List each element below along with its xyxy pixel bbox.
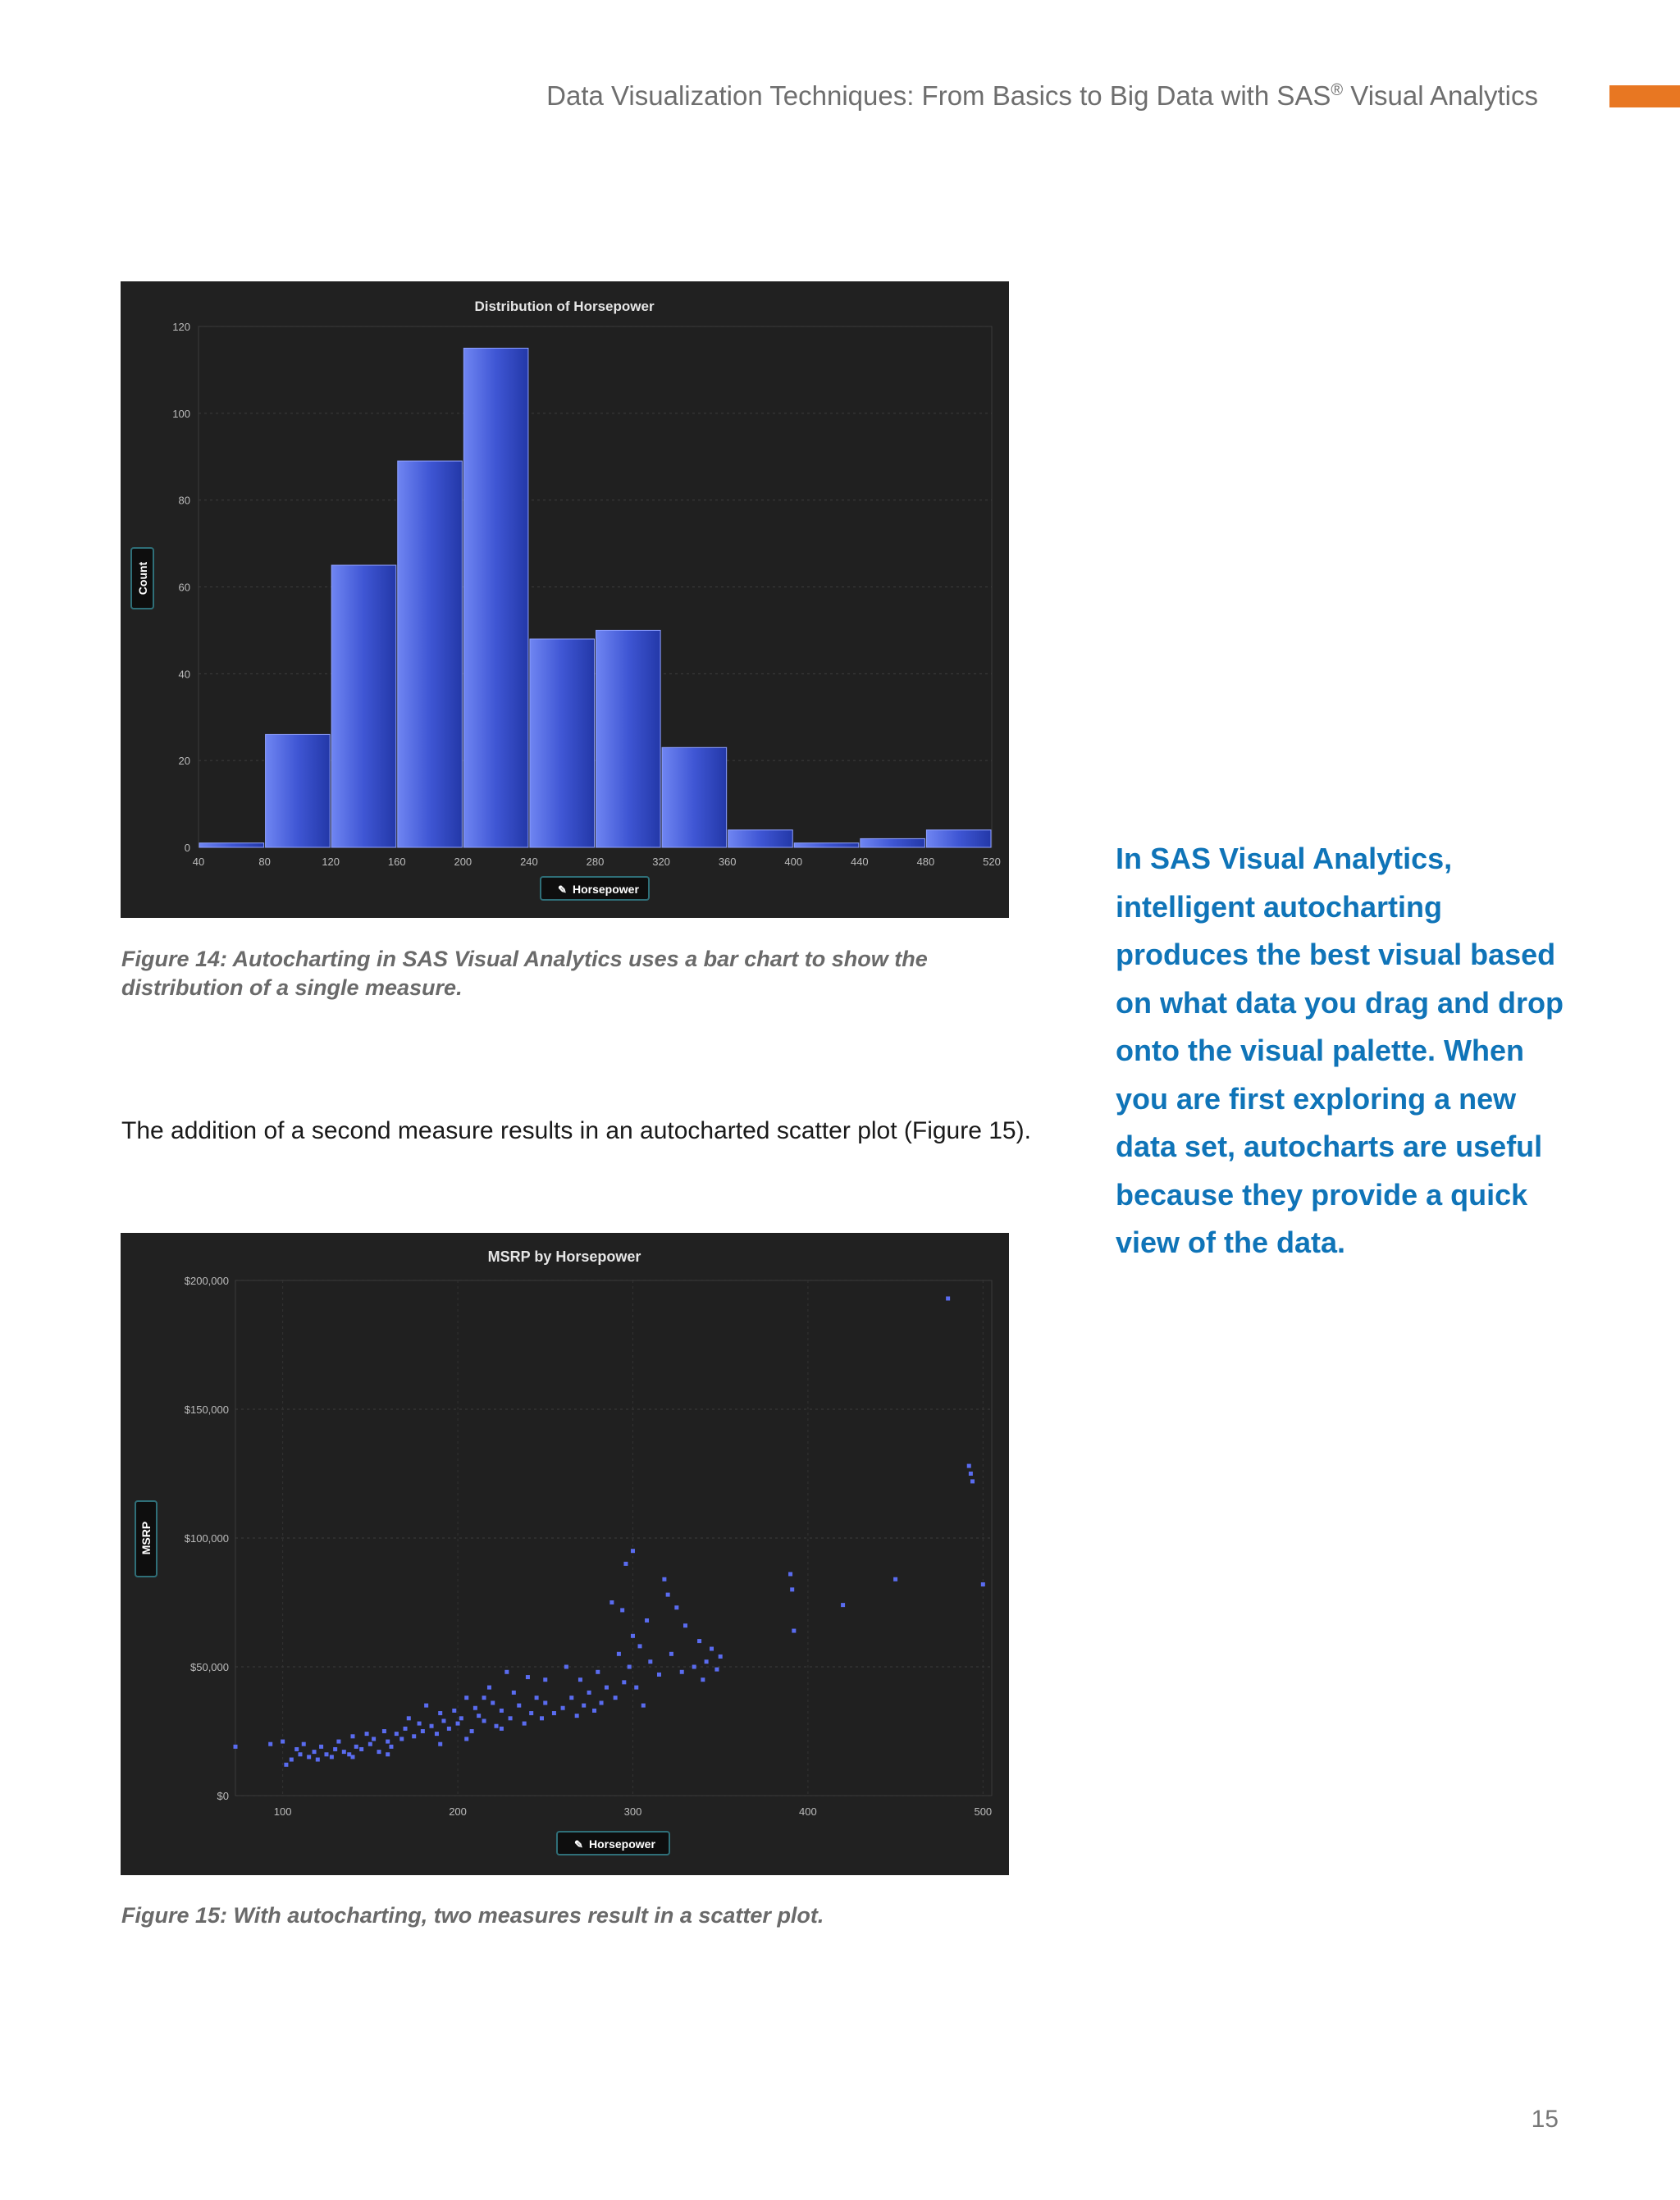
scatter-point xyxy=(365,1732,369,1736)
plot-area xyxy=(235,1280,992,1796)
scatter-point xyxy=(438,1742,442,1746)
y-tick-label: $50,000 xyxy=(190,1661,229,1673)
scatter-point xyxy=(529,1711,533,1715)
scatter-point xyxy=(441,1718,445,1723)
scatter-point xyxy=(359,1747,363,1751)
x-tick-label: 200 xyxy=(449,1805,467,1818)
x-tick-label: 160 xyxy=(387,856,406,868)
y-tick-label: 80 xyxy=(178,494,190,507)
figure-14-caption: Figure 14: Autocharting in SAS Visual Analytics uses a bar chart to show the distribution of a single measure. xyxy=(121,947,928,1000)
scatter-point xyxy=(421,1729,425,1733)
scatter-point xyxy=(526,1675,530,1679)
scatter-point xyxy=(683,1623,687,1627)
scatter-point xyxy=(569,1696,573,1700)
scatter-point xyxy=(404,1727,408,1731)
scatter-point xyxy=(500,1709,504,1713)
scatter-point xyxy=(969,1472,973,1476)
figure-15-chart xyxy=(121,1233,1009,1875)
scatter-point xyxy=(535,1696,539,1700)
histogram-bar xyxy=(596,630,661,847)
histogram-svg xyxy=(121,281,1009,918)
scatter-point xyxy=(482,1696,486,1700)
scatter-point xyxy=(491,1700,495,1705)
scatter-point xyxy=(350,1734,354,1738)
scatter-svg xyxy=(121,1233,1009,1875)
body-paragraph: The addition of a second measure results in an autocharted scatter plot (Figure 15). xyxy=(121,1117,1031,1144)
scatter-point xyxy=(377,1750,381,1754)
header-title-suffix: Visual Analytics xyxy=(1343,80,1538,111)
scatter-point xyxy=(543,1700,547,1705)
scatter-point xyxy=(386,1740,390,1744)
scatter-point xyxy=(680,1670,684,1674)
header-accent-bar xyxy=(1609,85,1680,107)
page-number: 15 xyxy=(1531,2106,1559,2133)
scatter-point xyxy=(634,1686,638,1690)
scatter-point xyxy=(372,1737,376,1741)
y-tick-label: 20 xyxy=(178,755,190,768)
x-tick-label: 440 xyxy=(850,856,869,868)
header-title-main: Data Visualization Techniques: From Basics to Big Data with SAS xyxy=(546,80,1331,111)
scatter-point xyxy=(399,1737,404,1741)
x-tick-label: 500 xyxy=(974,1805,993,1818)
y-tick-label: $150,000 xyxy=(184,1404,229,1416)
y-tick-label: 100 xyxy=(172,407,190,420)
scatter-point xyxy=(523,1722,527,1726)
y-tick-label: 0 xyxy=(184,842,190,854)
scatter-point xyxy=(324,1752,328,1756)
pencil-icon: ✎ xyxy=(574,1838,583,1851)
scatter-point xyxy=(788,1572,792,1576)
scatter-point xyxy=(552,1711,556,1715)
scatter-point xyxy=(970,1479,975,1483)
scatter-point xyxy=(350,1755,354,1759)
scatter-point xyxy=(714,1668,719,1672)
x-tick-label: 100 xyxy=(273,1805,292,1818)
scatter-point xyxy=(438,1711,442,1715)
y-tick-label: $100,000 xyxy=(184,1532,229,1545)
scatter-point xyxy=(631,1634,635,1638)
scatter-point xyxy=(592,1709,596,1713)
scatter-point xyxy=(893,1577,897,1582)
histogram-bar xyxy=(794,843,859,847)
histogram-bar xyxy=(728,830,793,847)
scatter-point xyxy=(631,1549,635,1553)
scatter-point xyxy=(587,1691,591,1695)
y-tick-label: 120 xyxy=(172,321,190,333)
scatter-point xyxy=(638,1644,642,1648)
scatter-point xyxy=(697,1639,701,1643)
scatter-point xyxy=(620,1608,624,1612)
scatter-point xyxy=(657,1673,661,1677)
scatter-point xyxy=(967,1464,971,1468)
x-tick-label: 200 xyxy=(454,856,472,868)
scatter-point xyxy=(368,1742,372,1746)
scatter-point xyxy=(543,1677,547,1682)
x-tick-label: 360 xyxy=(718,856,737,868)
x-axis-label: Horsepower xyxy=(589,1837,655,1851)
scatter-point xyxy=(386,1752,390,1756)
scatter-point xyxy=(495,1724,499,1728)
pencil-icon: ✎ xyxy=(558,883,567,896)
scatter-point xyxy=(342,1750,346,1754)
scatter-point xyxy=(648,1659,652,1664)
x-tick-label: 400 xyxy=(799,1805,817,1818)
scatter-point xyxy=(841,1603,845,1607)
scatter-point xyxy=(500,1727,504,1731)
scatter-point xyxy=(430,1724,434,1728)
scatter-point xyxy=(719,1655,723,1659)
figure-14-chart xyxy=(121,281,1009,918)
histogram-bar xyxy=(662,747,727,847)
x-tick-label: 300 xyxy=(623,1805,642,1818)
y-tick-label: $0 xyxy=(217,1790,229,1802)
scatter-point xyxy=(316,1758,320,1762)
scatter-point xyxy=(701,1677,705,1682)
scatter-point xyxy=(473,1706,477,1710)
scatter-point xyxy=(517,1704,521,1708)
scatter-point xyxy=(582,1704,586,1708)
x-tick-label: 520 xyxy=(983,856,1001,868)
chart-title: Distribution of Horsepower xyxy=(474,299,655,314)
scatter-point xyxy=(622,1680,626,1684)
scatter-point xyxy=(330,1755,334,1759)
scatter-point xyxy=(623,1562,628,1566)
x-tick-label: 320 xyxy=(652,856,670,868)
scatter-point xyxy=(792,1629,796,1633)
scatter-point xyxy=(981,1582,985,1586)
scatter-point xyxy=(319,1745,323,1749)
y-tick-label: $200,000 xyxy=(184,1275,229,1287)
scatter-point xyxy=(609,1600,614,1604)
scatter-point xyxy=(790,1587,794,1591)
histogram-bar xyxy=(266,734,331,847)
scatter-point xyxy=(477,1714,481,1718)
x-tick-label: 240 xyxy=(520,856,538,868)
header-title xyxy=(492,80,1538,112)
x-axis-label: Horsepower xyxy=(573,883,639,896)
scatter-point xyxy=(464,1737,468,1741)
scatter-point xyxy=(564,1665,568,1669)
scatter-point xyxy=(459,1716,463,1720)
scatter-point xyxy=(578,1677,582,1682)
scatter-point xyxy=(452,1709,456,1713)
y-tick-label: 60 xyxy=(178,581,190,594)
scatter-point xyxy=(298,1752,302,1756)
scatter-point xyxy=(268,1742,272,1746)
scatter-point xyxy=(307,1755,311,1759)
scatter-point xyxy=(281,1740,285,1744)
scatter-point xyxy=(347,1752,351,1756)
x-tick-label: 280 xyxy=(586,856,605,868)
scatter-point xyxy=(456,1722,460,1726)
scatter-point xyxy=(302,1742,306,1746)
scatter-point xyxy=(336,1740,340,1744)
scatter-point xyxy=(596,1670,600,1674)
scatter-point xyxy=(575,1714,579,1718)
scatter-point xyxy=(628,1665,632,1669)
registered-mark: ® xyxy=(1331,81,1344,99)
scatter-point xyxy=(605,1686,609,1690)
x-tick-label: 80 xyxy=(258,856,271,868)
scatter-point xyxy=(561,1706,565,1710)
scatter-point xyxy=(447,1727,451,1731)
scatter-point xyxy=(710,1647,714,1651)
histogram-bar xyxy=(398,461,463,847)
scatter-point xyxy=(424,1704,428,1708)
x-tick-label: 480 xyxy=(916,856,935,868)
histogram-bar xyxy=(463,348,528,847)
histogram-bar xyxy=(331,565,396,847)
scatter-point xyxy=(435,1732,439,1736)
scatter-point xyxy=(504,1670,509,1674)
scatter-point xyxy=(294,1747,299,1751)
scatter-point xyxy=(617,1652,621,1656)
scatter-point xyxy=(509,1716,513,1720)
x-tick-label: 40 xyxy=(192,856,205,868)
scatter-point xyxy=(464,1696,468,1700)
scatter-point xyxy=(412,1734,416,1738)
scatter-point xyxy=(600,1700,604,1705)
scatter-point xyxy=(674,1605,678,1609)
scatter-point xyxy=(284,1763,288,1767)
histogram-bar xyxy=(926,830,991,847)
scatter-point xyxy=(692,1665,696,1669)
scatter-point xyxy=(487,1686,491,1690)
scatter-point xyxy=(482,1718,486,1723)
y-tick-label: 40 xyxy=(178,668,190,681)
scatter-point xyxy=(946,1296,950,1300)
scatter-point xyxy=(354,1745,358,1749)
scatter-point xyxy=(418,1722,422,1726)
scatter-point xyxy=(669,1652,673,1656)
histogram-bar xyxy=(199,843,264,847)
scatter-point xyxy=(389,1745,393,1749)
scatter-point xyxy=(645,1618,649,1623)
scatter-point xyxy=(614,1696,618,1700)
scatter-point xyxy=(395,1732,399,1736)
scatter-point xyxy=(234,1745,238,1749)
figure-15-caption: Figure 15: With autocharting, two measures result in a scatter plot. xyxy=(121,1903,824,1928)
scatter-point xyxy=(333,1747,337,1751)
histogram-bar xyxy=(530,639,595,847)
scatter-point xyxy=(407,1716,411,1720)
scatter-point xyxy=(540,1716,544,1720)
histogram-bar xyxy=(861,838,925,847)
scatter-point xyxy=(662,1577,666,1582)
pullquote: In SAS Visual Analytics, intelligent autocharting produces the best visual based on what data you drag and drop onto the visual palette. When you are first exploring a new data set, autocharts are useful because they provide a quick view of the data. xyxy=(1116,842,1564,1259)
y-axis-label: Count xyxy=(136,561,149,596)
scatter-point xyxy=(641,1704,646,1708)
scatter-point xyxy=(512,1691,516,1695)
scatter-point xyxy=(666,1593,670,1597)
scatter-point xyxy=(290,1758,294,1762)
x-tick-label: 400 xyxy=(784,856,803,868)
x-tick-label: 120 xyxy=(322,856,340,868)
chart-title: MSRP by Horsepower xyxy=(487,1248,641,1265)
y-axis-label: MSRP xyxy=(139,1521,153,1555)
scatter-point xyxy=(313,1750,317,1754)
scatter-point xyxy=(705,1659,709,1664)
scatter-point xyxy=(382,1729,386,1733)
scatter-point xyxy=(470,1729,474,1733)
